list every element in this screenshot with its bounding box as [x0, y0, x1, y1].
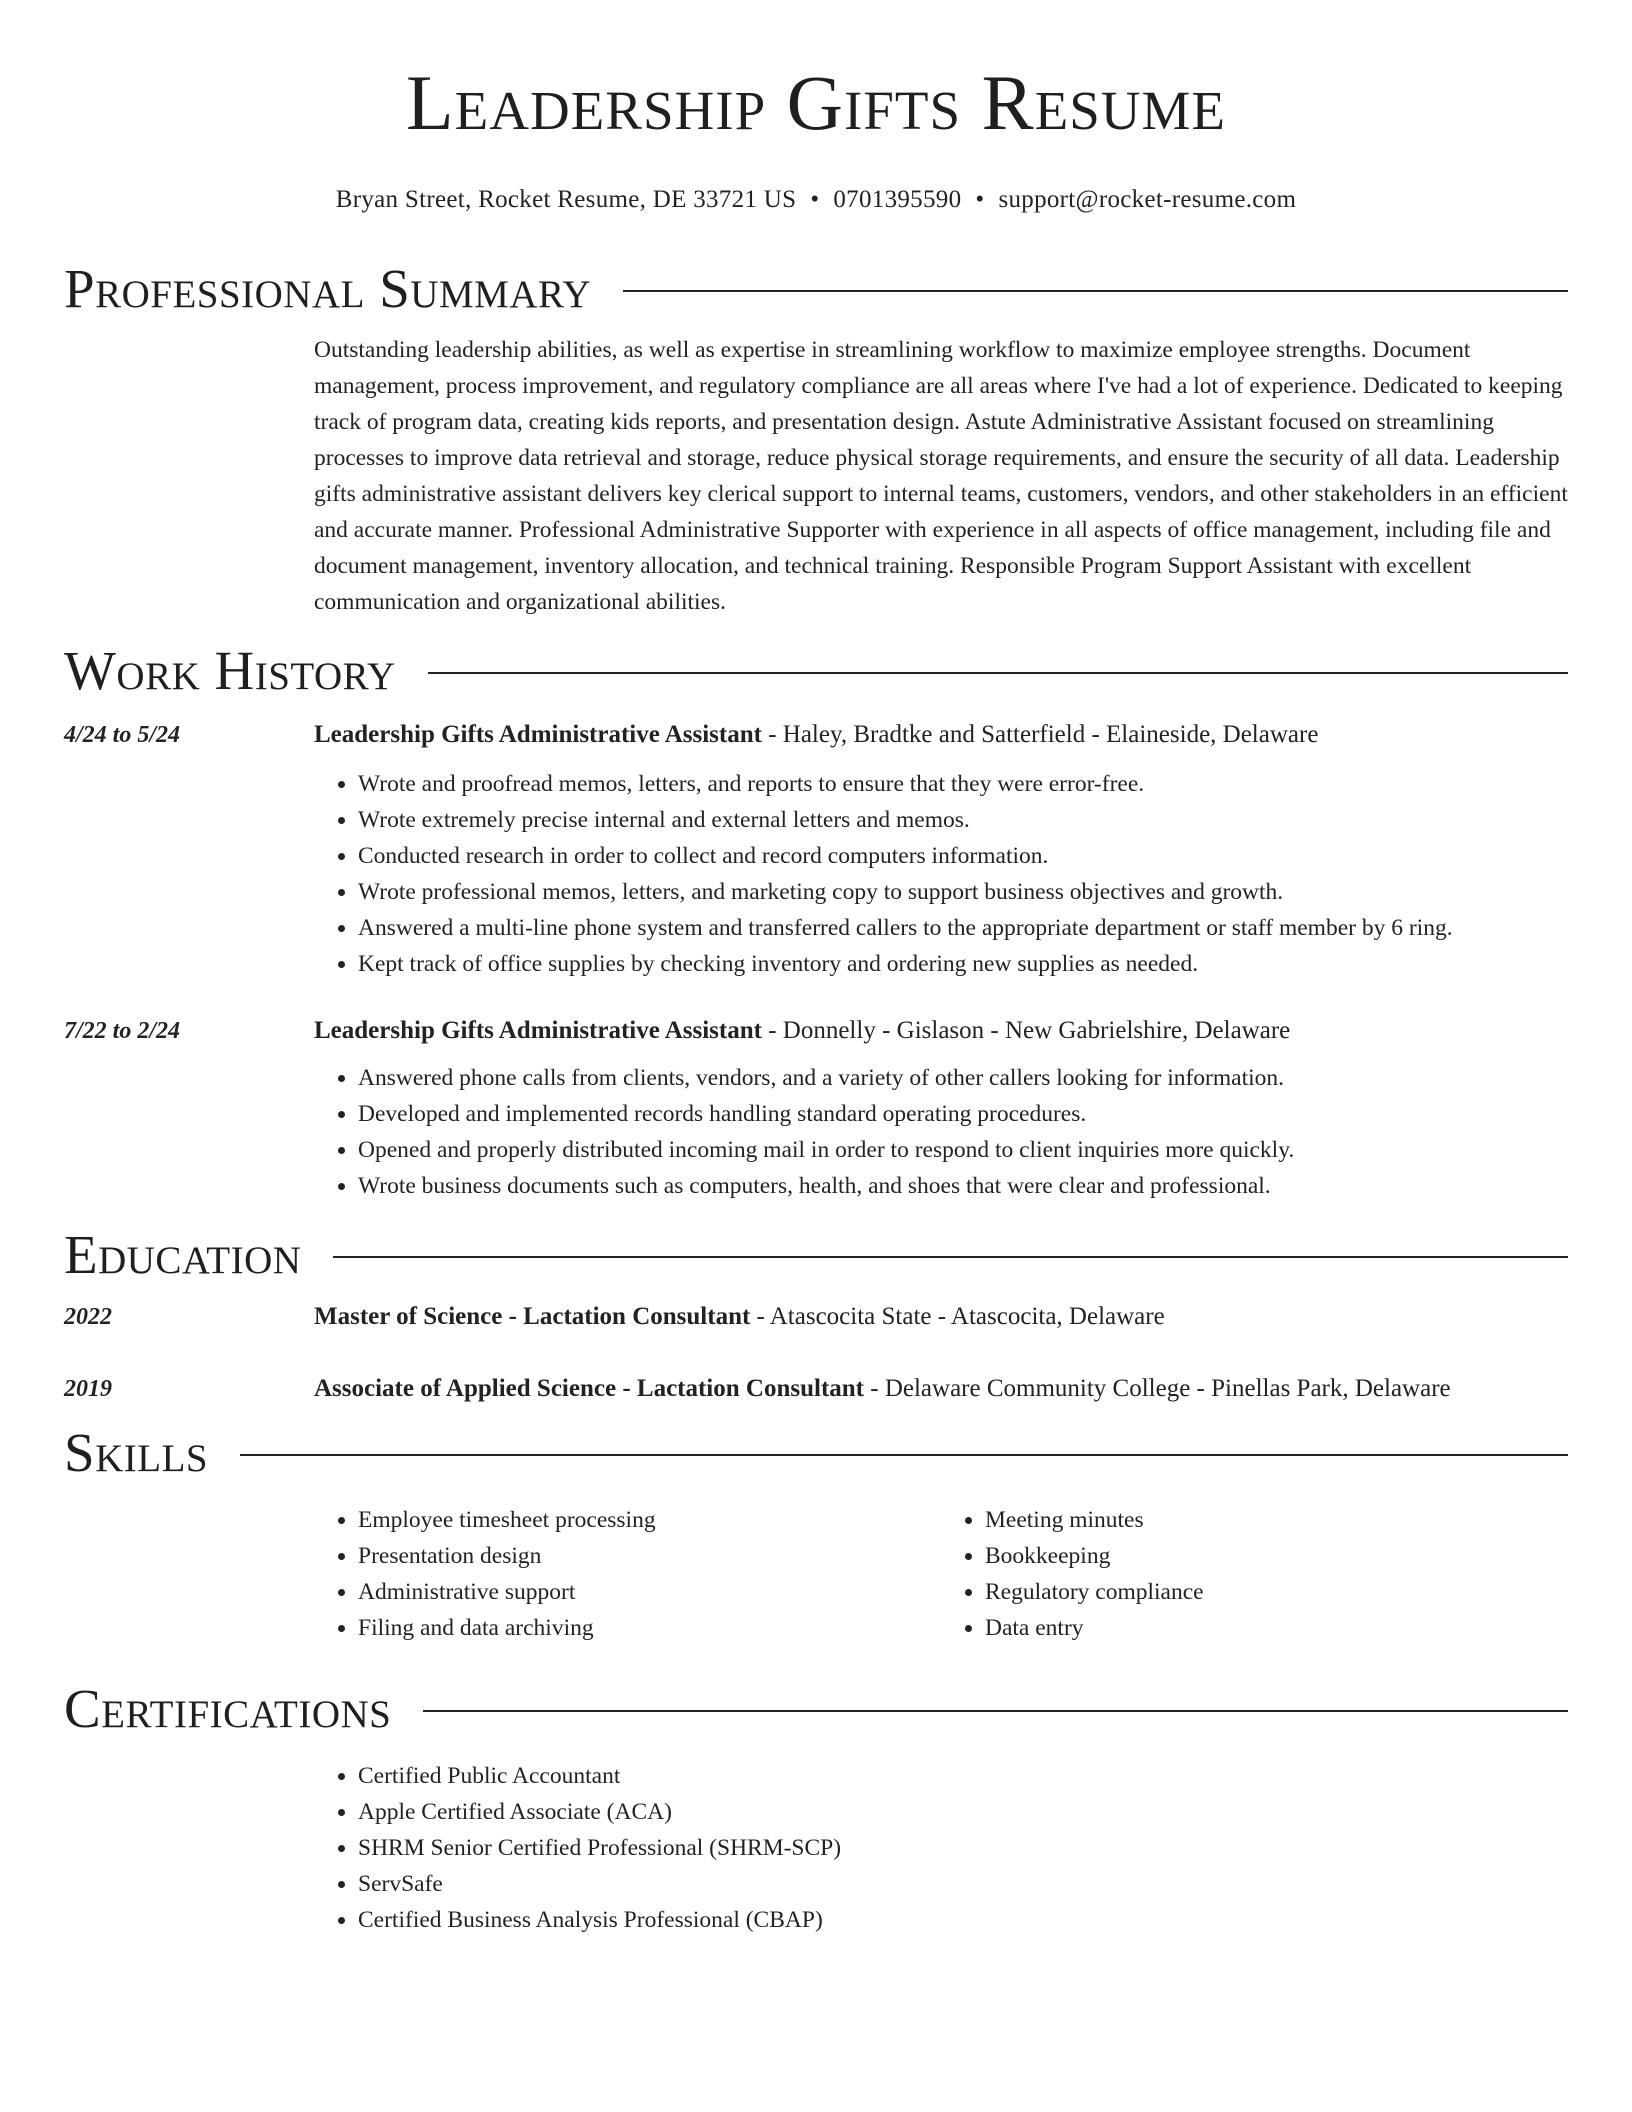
skills-heading: Skills: [64, 1422, 209, 1483]
section-divider: [423, 1710, 1568, 1712]
job-title: Leadership Gifts Administrative Assistant: [314, 721, 762, 748]
list-item: • Developed and implemented records handling standard operating procedures.: [358, 1096, 1568, 1132]
job-bullet-list: [314, 1060, 1568, 1204]
job-duties: [314, 1060, 1568, 1204]
list-item: • Certified Public Accountant: [358, 1758, 1568, 1794]
job-duties: [314, 766, 1568, 982]
contact-separator: •: [810, 186, 820, 213]
list-item: • Regulatory compliance: [985, 1574, 1568, 1610]
contact-email: support@rocket-resume.com: [998, 186, 1297, 213]
education-year: 2019: [64, 1376, 112, 1402]
list-item: • Administrative support: [358, 1574, 941, 1610]
education-heading: Education: [64, 1224, 302, 1285]
list-item: • Wrote business documents such as computers, health, and shoes that were clear and professional.: [358, 1168, 1568, 1204]
list-item: • Employee timesheet processing: [358, 1502, 941, 1538]
education-section-header: [64, 1222, 1568, 1288]
list-item: • Wrote extremely precise internal and external letters and memos.: [358, 802, 1568, 838]
certifications-body: [314, 1758, 1568, 1938]
list-item: • Presentation design: [358, 1538, 941, 1574]
list-item: • ServSafe: [358, 1866, 1568, 1902]
job-date: 4/24 to 5/24: [64, 722, 181, 748]
job-employer: - Donnelly - Gislason - New Gabrielshire, Delaware: [761, 1017, 1291, 1044]
list-item: • Bookkeeping: [985, 1538, 1568, 1574]
education-degree: Associate of Applied Science - Lactation Consultant: [314, 1375, 864, 1402]
certifications-section-header: [64, 1676, 1568, 1742]
job-bullet-list: [314, 766, 1568, 982]
summary-section-header: [64, 256, 1568, 322]
list-item: • Wrote and proofread memos, letters, and reports to ensure that they were error-free.: [358, 766, 1568, 802]
list-item: • Meeting minutes: [985, 1502, 1568, 1538]
list-item: • Filing and data archiving: [358, 1610, 941, 1646]
contact-phone: 0701395590: [833, 186, 962, 213]
list-item: • Kept track of office supplies by checking inventory and ordering new supplies as needed.: [358, 946, 1568, 982]
job-entry: [64, 1014, 1568, 1204]
section-divider: [333, 1256, 1568, 1258]
skills-section-header: [64, 1420, 1568, 1486]
job-header: [64, 1014, 1568, 1048]
summary-text: Outstanding leadership abilities, as well as expertise in streamlining workflow to maximize employee strengths. Document management, process improvement, and regulatory compliance are all areas where I've had a lot of experience. Dedicated to keeping track of program data, creating kids reports, and presentation design. Astute Administrative Assistant focused on streamlining processes to improve data retrieval and storage, reduce physical storage requirements, and ensure the security of all data. Leadership gifts administrative assistant delivers key clerical support to internal teams, customers, vendors, and other stakeholders in an efficient and accurate manner. Professional Administrative Supporter with experience in all aspects of office management, including file and document management, inventory allocation, and technical training. Responsible Program Support Assistant with excellent communication and organizational abilities.: [314, 337, 1568, 615]
education-school: - Atascocita State - Atascocita, Delaware: [750, 1303, 1165, 1330]
summary-heading: Professional Summary: [64, 258, 592, 319]
certifications-heading: Certifications: [64, 1678, 392, 1739]
job-headline: [314, 718, 1318, 752]
education-entry: [64, 1372, 1568, 1406]
education-school: - Delaware Community College - Pinellas Park, Delaware: [864, 1375, 1451, 1402]
list-item: • Answered phone calls from clients, vendors, and a variety of other callers looking for information.: [358, 1060, 1568, 1096]
section-divider: [428, 672, 1568, 674]
contact-line: [64, 184, 1568, 216]
list-item: • Certified Business Analysis Professional (CBAP): [358, 1902, 1568, 1938]
work-heading: Work History: [64, 640, 396, 701]
education-entry: [64, 1300, 1568, 1334]
education-headline: [314, 1372, 1451, 1406]
job-header: [64, 718, 1568, 752]
job-date: 7/22 to 2/24: [64, 1018, 181, 1044]
job-entry: [64, 718, 1568, 982]
contact-address: Bryan Street, Rocket Resume, DE 33721 US: [335, 186, 797, 213]
resume-title: Leadership Gifts Resume: [405, 59, 1227, 146]
job-title: Leadership Gifts Administrative Assistant: [314, 1017, 762, 1044]
list-item: • Answered a multi-line phone system and transferred callers to the appropriate department or staff member by 6 ring.: [358, 910, 1568, 946]
list-item: • Wrote professional memos, letters, and marketing copy to support business objectives and growth.: [358, 874, 1568, 910]
contact-separator: •: [975, 186, 985, 213]
section-divider: [240, 1454, 1568, 1456]
job-employer: - Haley, Bradtke and Satterfield - Elaineside, Delaware: [761, 721, 1319, 748]
job-headline: [314, 1014, 1290, 1048]
work-section-header: [64, 638, 1568, 704]
education-headline: [314, 1300, 1165, 1334]
list-item: • Data entry: [985, 1610, 1568, 1646]
list-item: • Opened and properly distributed incoming mail in order to respond to client inquiries more quickly.: [358, 1132, 1568, 1168]
list-item: • Apple Certified Associate (ACA): [358, 1794, 1568, 1830]
skills-list-right: [941, 1502, 1568, 1646]
education-degree: Master of Science - Lactation Consultant: [314, 1303, 751, 1330]
list-item: • SHRM Senior Certified Professional (SHRM-SCP): [358, 1830, 1568, 1866]
list-item: • Conducted research in order to collect and record computers information.: [358, 838, 1568, 874]
education-year: 2022: [64, 1304, 112, 1330]
certifications-list: [314, 1758, 1568, 1938]
skills-grid: [314, 1502, 1568, 1646]
skills-list-left: [314, 1502, 941, 1646]
summary-body: [314, 332, 1568, 620]
section-divider: [623, 290, 1568, 292]
